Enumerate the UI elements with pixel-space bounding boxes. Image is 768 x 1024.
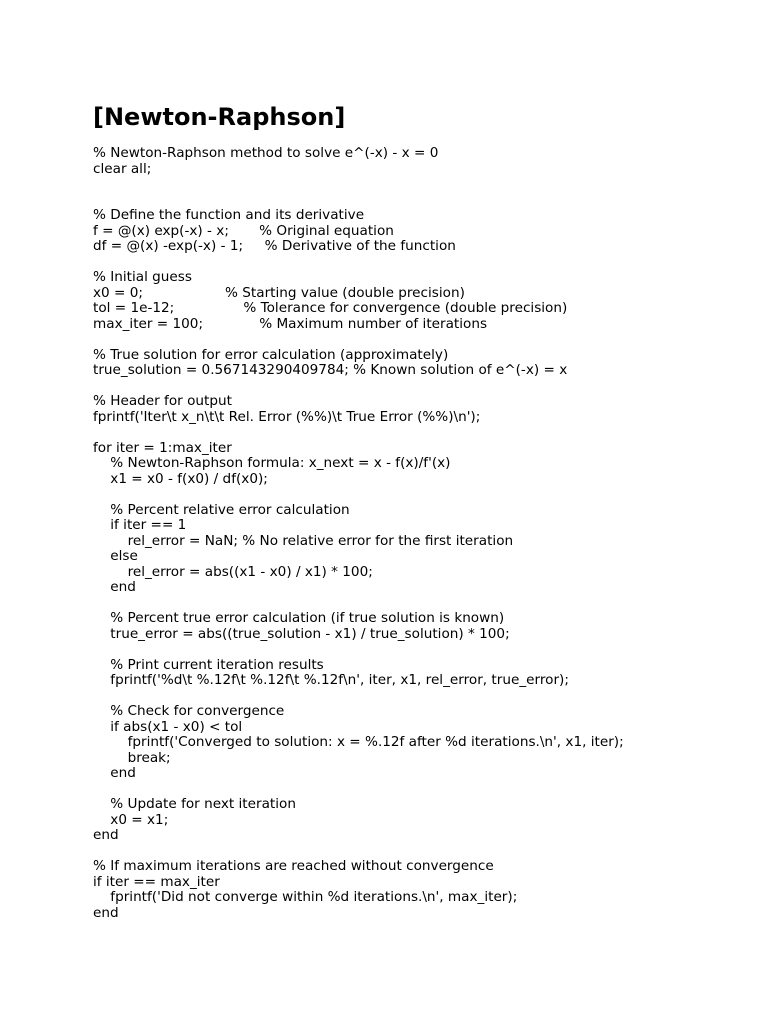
code-line: % Newton-Raphson formula: x_next = x - f(x)/f'(x) xyxy=(93,455,451,471)
code-line: clear all; xyxy=(93,160,152,177)
code-line xyxy=(93,425,753,441)
code-line xyxy=(93,255,753,271)
code-line: % If maximum iterations are reached without convergence xyxy=(93,858,494,874)
code-line: f = @(x) exp(-x) - x; % Original equation xyxy=(93,222,394,239)
code-line xyxy=(93,177,753,193)
code-line: rel_error = abs((x1 - x0) / x1) * 100; xyxy=(93,563,373,580)
code-line: % Initial guess xyxy=(93,269,192,285)
code-line: for iter = 1:max_iter xyxy=(93,439,232,456)
code-line xyxy=(93,782,753,798)
code-line: fprintf('Converged to solution: x = %.12f after %d iterations.\n', x1, iter); xyxy=(93,734,624,750)
code-line xyxy=(93,332,753,348)
code-line xyxy=(93,487,753,503)
code-line: % Print current iteration results xyxy=(93,656,324,673)
code-line: end xyxy=(93,765,136,781)
code-line: % Newton-Raphson method to solve e^(-x) - x = 0 xyxy=(93,145,439,161)
code-line: df = @(x) -exp(-x) - 1; % Derivative of the function xyxy=(93,238,456,254)
code-line: % Define the function and its derivative xyxy=(93,207,365,223)
code-line: x1 = x0 - f(x0) / df(x0); xyxy=(93,470,268,487)
code-line: % Percent relative error calculation xyxy=(93,501,350,518)
code-line: rel_error = NaN; % No relative error for the first iteration xyxy=(93,532,514,549)
code-line: x0 = 0; % Starting value (double precision) xyxy=(93,284,465,301)
code-line: true_solution = 0.567143290409784; % Known solution of e^(-x) = x xyxy=(93,362,568,378)
code-line xyxy=(93,689,753,705)
code-line: end xyxy=(93,579,136,595)
code-block xyxy=(93,146,753,921)
code-line: % True solution for error calculation (approximately) xyxy=(93,346,449,363)
code-line: % Percent true error calculation (if true solution is known) xyxy=(93,610,505,626)
code-line xyxy=(93,193,753,209)
document-page xyxy=(93,100,753,921)
code-line: end xyxy=(93,904,119,921)
code-line: if iter == 1 xyxy=(93,517,187,533)
code-line: break; xyxy=(93,749,171,766)
code-line: % Check for convergence xyxy=(93,703,285,719)
code-line: tol = 1e-12; % Tolerance for convergence (double precision) xyxy=(93,300,568,316)
code-line xyxy=(93,596,753,612)
code-line xyxy=(93,642,753,658)
code-line: if abs(x1 - x0) < tol xyxy=(93,718,243,735)
code-line: fprintf('%d\t %.12f\t %.12f\t %.12f\n', iter, x1, rel_error, true_error); xyxy=(93,672,569,688)
code-line: max_iter = 100; % Maximum number of iterations xyxy=(93,315,488,332)
code-line: true_error = abs((true_solution - x1) / true_solution) * 100; xyxy=(93,625,510,642)
code-line: fprintf('Did not converge within %d iterations.\n', max_iter); xyxy=(93,889,518,905)
code-line: if iter == max_iter xyxy=(93,873,220,890)
code-line: % Update for next iteration xyxy=(93,796,296,812)
code-line: x0 = x1; xyxy=(93,811,169,828)
code-line xyxy=(93,844,753,860)
document-title: [Newton-Raphson] xyxy=(93,103,346,131)
code-line: end xyxy=(93,827,119,843)
code-line: fprintf('Iter\t x_n\t\t Rel. Error (%%)\t True Error (%%)\n'); xyxy=(93,408,481,425)
code-line: else xyxy=(93,548,138,564)
code-line: % Header for output xyxy=(93,393,232,409)
code-line xyxy=(93,379,753,395)
